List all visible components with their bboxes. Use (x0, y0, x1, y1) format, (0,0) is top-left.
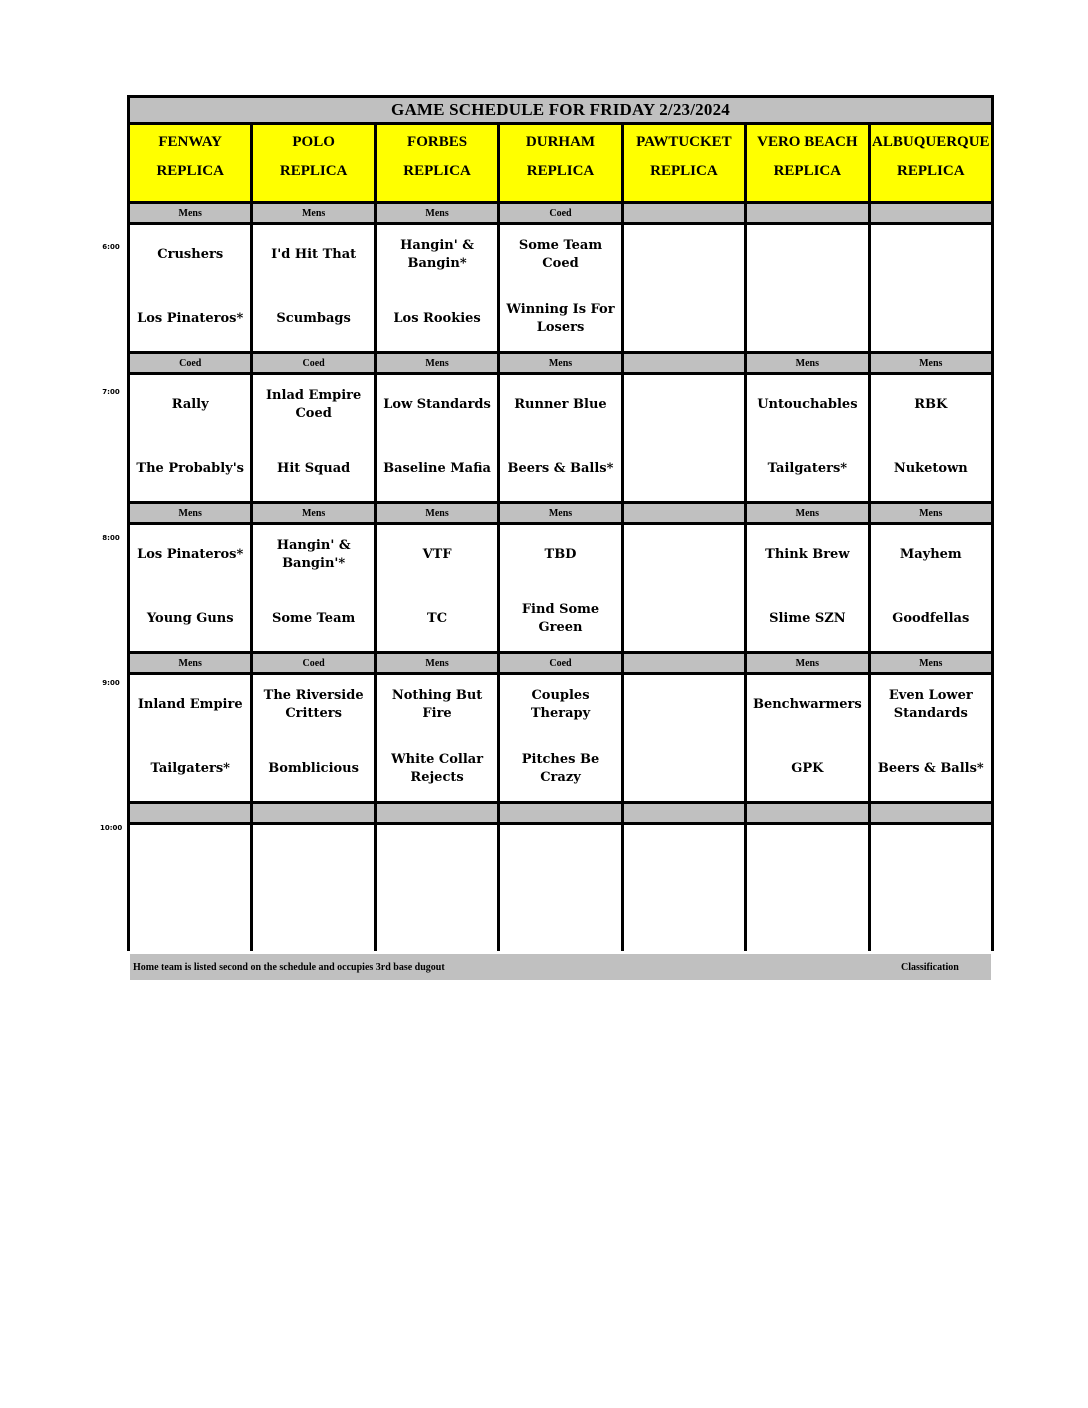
game-cell (871, 675, 991, 801)
division-label: Mens (377, 204, 497, 222)
away-team: Inlad Empire Coed (265, 388, 362, 421)
away-team: Mayhem (899, 547, 962, 562)
time-label: 10:00 (100, 824, 123, 832)
game-cell (377, 825, 497, 951)
game-cell (747, 525, 867, 651)
game-cell (500, 675, 620, 801)
game-cell (377, 375, 497, 501)
field-name: POLO (292, 134, 335, 150)
away-team (873, 835, 989, 875)
division-label (747, 804, 867, 822)
game-cell (871, 825, 991, 951)
division-label (624, 504, 744, 522)
home-team (626, 899, 742, 939)
division-label: Mens (747, 654, 867, 672)
home-team: Nuketown (893, 461, 968, 476)
away-team: Crushers (157, 247, 224, 262)
home-team: Bomblicious (268, 761, 359, 776)
division-label: Mens (253, 504, 373, 522)
schedule-table (127, 95, 994, 973)
game-cell (500, 375, 620, 501)
division-label: Mens (130, 504, 250, 522)
field-header (377, 125, 497, 201)
division-label (624, 354, 744, 372)
field-type: REPLICA (279, 163, 348, 179)
away-team: Hangin' & Bangin* (400, 238, 474, 271)
field-header (500, 125, 620, 201)
field-type: REPLICA (897, 163, 965, 179)
game-cell (624, 225, 744, 351)
away-team: Some Team Coed (518, 238, 603, 271)
field-name: ALBUQUERQUE (872, 134, 990, 150)
division-label (624, 804, 744, 822)
division-label: Mens (747, 504, 867, 522)
away-team: Even Lower Standards (888, 688, 973, 721)
division-label (747, 204, 867, 222)
game-cell (253, 225, 373, 351)
field-header (130, 125, 250, 201)
home-team: Scumbags (276, 311, 351, 326)
game-cell (624, 825, 744, 951)
away-team: Los Pinateros* (137, 547, 244, 562)
home-team: Young Guns (146, 611, 234, 626)
away-team (255, 835, 371, 875)
field-header (747, 125, 867, 201)
field-header (253, 125, 373, 201)
classification-legend: Classification (901, 962, 959, 973)
division-label: Mens (871, 654, 991, 672)
home-team (749, 299, 865, 339)
game-cell (130, 375, 250, 501)
field-type: REPLICA (773, 163, 842, 179)
home-team (626, 299, 742, 339)
away-team (626, 535, 742, 575)
away-team: Inland Empire (137, 697, 243, 712)
footer-bar (130, 954, 991, 980)
game-cell (500, 225, 620, 351)
away-team (873, 235, 989, 275)
division-label: Mens (500, 504, 620, 522)
game-cell (871, 375, 991, 501)
home-team: Goodfellas (892, 611, 970, 626)
home-team: Winning Is For Losers (506, 302, 615, 335)
game-cell (871, 225, 991, 351)
game-cell (871, 525, 991, 651)
game-cell (500, 525, 620, 651)
game-cell (377, 525, 497, 651)
game-cell (500, 825, 620, 951)
division-label: Coed (500, 654, 620, 672)
division-label (624, 204, 744, 222)
field-type: REPLICA (650, 163, 718, 179)
division-label: Mens (871, 504, 991, 522)
time-label: 8:00 (102, 534, 120, 542)
away-team: I'd Hit That (271, 247, 357, 262)
division-label: Mens (130, 654, 250, 672)
field-name: FORBES (407, 134, 468, 150)
game-cell (377, 225, 497, 351)
away-team: Hangin' & Bangin'* (276, 538, 351, 571)
home-team (873, 299, 989, 339)
division-label: Coed (500, 204, 620, 222)
away-team: VTF (422, 547, 452, 562)
division-label (624, 654, 744, 672)
field-type: REPLICA (526, 163, 595, 179)
game-cell (253, 825, 373, 951)
away-team (626, 235, 742, 275)
field-header (624, 125, 744, 201)
away-team: The Riverside Critters (263, 688, 364, 721)
field-type: REPLICA (156, 163, 224, 179)
home-team: Beers & Balls* (877, 761, 984, 776)
away-team (626, 835, 742, 875)
home-team: Pitches Be Crazy (521, 752, 600, 785)
home-team (626, 749, 742, 789)
division-label: Mens (377, 504, 497, 522)
home-team: Beers & Balls* (507, 461, 614, 476)
game-cell (747, 675, 867, 801)
away-team: Benchwarmers (752, 697, 862, 712)
schedule-title: GAME SCHEDULE FOR FRIDAY 2/23/2024 (130, 98, 991, 122)
home-team: Some Team (272, 611, 356, 626)
home-team: Tailgaters* (767, 461, 848, 476)
away-team (749, 835, 865, 875)
home-team (626, 599, 742, 639)
away-team (379, 835, 495, 875)
division-label: Mens (747, 354, 867, 372)
home-team: White Collar Rejects (391, 752, 484, 785)
home-team (626, 449, 742, 489)
home-team (379, 899, 495, 939)
game-cell (624, 525, 744, 651)
field-type: REPLICA (403, 163, 471, 179)
game-cell (130, 825, 250, 951)
away-team: Low Standards (383, 397, 491, 412)
game-cell (253, 375, 373, 501)
home-team (502, 899, 618, 939)
game-cell (747, 225, 867, 351)
game-cell (130, 225, 250, 351)
division-label (130, 804, 250, 822)
division-label: Mens (130, 204, 250, 222)
away-team: TBD (544, 547, 577, 562)
home-team: Los Rookies (393, 311, 481, 326)
away-team: Think Brew (765, 547, 850, 562)
home-team: Slime SZN (769, 611, 846, 626)
division-label (500, 804, 620, 822)
field-name: DURHAM (525, 134, 596, 150)
away-team: Couples Therapy (530, 688, 591, 721)
game-cell (253, 675, 373, 801)
away-team: RBK (914, 397, 948, 412)
field-name: FENWAY (158, 134, 223, 150)
game-cell (624, 375, 744, 501)
game-cell (130, 525, 250, 651)
division-label: Coed (253, 354, 373, 372)
time-label: 6:00 (102, 243, 120, 251)
division-label (871, 204, 991, 222)
away-team: Rally (171, 397, 209, 412)
game-cell (377, 675, 497, 801)
home-team (873, 899, 989, 939)
division-label: Mens (377, 354, 497, 372)
home-team: Find Some Green (521, 602, 600, 635)
away-team (749, 235, 865, 275)
time-label: 9:00 (102, 679, 120, 687)
away-team (626, 385, 742, 425)
away-team (502, 835, 618, 875)
home-team (255, 899, 371, 939)
home-team: Tailgaters* (150, 761, 230, 776)
home-team: Los Pinateros* (137, 311, 244, 326)
division-label: Mens (871, 354, 991, 372)
home-team: TC (427, 611, 448, 626)
home-team (749, 899, 865, 939)
home-team (132, 899, 248, 939)
game-cell (130, 675, 250, 801)
away-team (132, 835, 248, 875)
game-cell (253, 525, 373, 651)
away-team (626, 685, 742, 725)
away-team: Runner Blue (514, 397, 607, 412)
division-label: Mens (500, 354, 620, 372)
field-name: PAWTUCKET (636, 134, 732, 150)
home-team: GPK (791, 761, 824, 776)
game-cell (624, 675, 744, 801)
footer-note: Home team is listed second on the schedule and occupies 3rd base dugout (133, 962, 445, 973)
home-team: The Probably's (136, 461, 245, 476)
division-label: Coed (253, 654, 373, 672)
home-team: Baseline Mafia (383, 461, 491, 476)
game-cell (747, 825, 867, 951)
division-label (253, 804, 373, 822)
division-label: Coed (130, 354, 250, 372)
home-team: Hit Squad (277, 461, 351, 476)
field-header (871, 125, 991, 201)
division-label: Mens (377, 654, 497, 672)
time-label: 7:00 (102, 388, 120, 396)
division-label: Mens (253, 204, 373, 222)
field-name: VERO BEACH (757, 134, 858, 150)
game-cell (747, 375, 867, 501)
division-label (871, 804, 991, 822)
away-team: Nothing But Fire (391, 688, 483, 721)
away-team: Untouchables (757, 397, 858, 412)
division-label (377, 804, 497, 822)
